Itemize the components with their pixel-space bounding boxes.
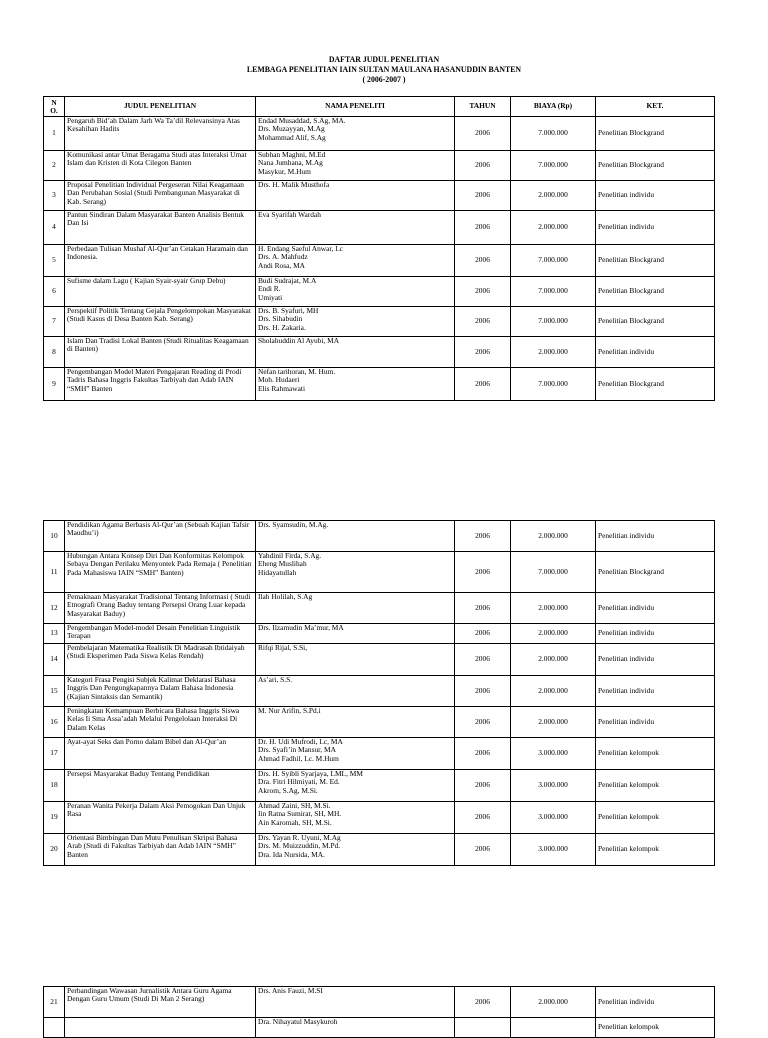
table-header-row <box>44 97 715 117</box>
researcher-names: Eva Syarifah Wardah <box>256 211 455 245</box>
table-row <box>44 117 715 151</box>
note: Penelitian individu <box>596 676 715 707</box>
year: 2006 <box>455 277 511 307</box>
note: Penelitian kelompok <box>596 1018 715 1038</box>
researcher-names: As’ari, S.S. <box>256 676 455 707</box>
row-number: 4 <box>44 211 65 245</box>
year: 2006 <box>455 337 511 368</box>
table-row <box>44 593 715 624</box>
table-row <box>44 987 715 1018</box>
note: Penelitian Blockgrand <box>596 552 715 593</box>
researcher-names: Drs. Syamsudin, M.Ag. <box>256 521 455 552</box>
cost: 2.000.000 <box>511 624 596 644</box>
row-number: 21 <box>44 987 65 1018</box>
row-number: 20 <box>44 834 65 866</box>
year: 2006 <box>455 307 511 337</box>
researcher-names: Subhan Maghni, M.Ed Nana Jumhana, M.Ag Masykur, M.Hum <box>256 151 455 181</box>
cost: 7.000.000 <box>511 151 596 181</box>
row-number: 11 <box>44 552 65 593</box>
cost: 3.000.000 <box>511 738 596 770</box>
note: Penelitian individu <box>596 644 715 676</box>
research-title: Pengembangan Model Materi Pengajaran Reading di Prodi Tadris Bahasa Inggris Fakultas Tarbiyah dan Adab IAIN “SMH” Banten <box>65 368 256 401</box>
column-header-no: N O. <box>44 97 65 117</box>
cost: 3.000.000 <box>511 770 596 802</box>
note: Penelitian kelompok <box>596 834 715 866</box>
table-row <box>44 337 715 368</box>
research-title: Islam Dan Tradisi Lokal Banten (Studi Ritualitas Keagamaan di Banten) <box>65 337 256 368</box>
column-header-nama: NAMA PENELITI <box>256 97 455 117</box>
year: 2006 <box>455 552 511 593</box>
cost: 2.000.000 <box>511 181 596 211</box>
row-number: 17 <box>44 738 65 770</box>
institution-title: LEMBAGA PENELITIAN IAIN SULTAN MAULANA HASANUDDIN BANTEN <box>246 64 522 74</box>
research-title: Komunikasi antar Umat Beragama Studi atas Interaksi Umat Islam dan Kristen di Kota Cilegon Banten <box>65 151 256 181</box>
year: 2006 <box>455 738 511 770</box>
year: 2006 <box>455 676 511 707</box>
research-table-page-2 <box>43 520 715 866</box>
table-row <box>44 834 715 866</box>
year: 2006 <box>455 593 511 624</box>
research-title: Pembelajaran Matematika Realistik Di Madrasah Ibtidaiyah (Studi Eksperimen Pada Siswa Kelas Rendah) <box>65 644 256 676</box>
table-row <box>44 368 715 401</box>
note: Penelitian Blockgrand <box>596 307 715 337</box>
cost: 7.000.000 <box>511 552 596 593</box>
row-number: 14 <box>44 644 65 676</box>
table-row <box>44 676 715 707</box>
research-title: Hubungan Antara Konsep Diri Dan Konformitas Kelompok Sebaya Dengan Perilaku Menyontek Pada Remaja ( Penelitian Pada Mahasiswa IAIN “SMH” Banten) <box>65 552 256 593</box>
row-number: 6 <box>44 277 65 307</box>
note: Penelitian individu <box>596 624 715 644</box>
research-title: Perbedaan Tulisan Mushaf Al-Qur’an Cetakan Haramain dan Indonesia. <box>65 245 256 277</box>
researcher-names: Ilah Holilah, S.Ag <box>256 593 455 624</box>
cost: 2.000.000 <box>511 987 596 1018</box>
note: Penelitian kelompok <box>596 770 715 802</box>
cost: 3.000.000 <box>511 802 596 834</box>
researcher-names: Dra. Nihayatul Masykuroh <box>256 1018 455 1038</box>
row-number: 19 <box>44 802 65 834</box>
column-header-ket: KET. <box>596 97 715 117</box>
researcher-names: Endad Musaddad, S.Ag, MA. Drs. Muzayyan, M.Ag Mohammad Alif, S.Ag <box>256 117 455 151</box>
row-number: 5 <box>44 245 65 277</box>
research-title: Sufisme dalam Lagu ( Kajian Syair-syair Grup Debu) <box>65 277 256 307</box>
year: 2006 <box>455 624 511 644</box>
row-number: 15 <box>44 676 65 707</box>
year: 2006 <box>455 245 511 277</box>
note: Penelitian kelompok <box>596 738 715 770</box>
research-title: Perspektif Politik Tentang Gejala Pengelompokan Masyarakat (Studi Kasus di Desa Banten Kab. Serang) <box>65 307 256 337</box>
table-row <box>44 151 715 181</box>
researcher-names: Drs. H. Malik Musthofa <box>256 181 455 211</box>
table-body-page-1 <box>44 117 715 401</box>
row-number: 2 <box>44 151 65 181</box>
researcher-names: Drs. Anis Fauzi, M.SI <box>256 987 455 1018</box>
note: Penelitian individu <box>596 987 715 1018</box>
year: 2006 <box>455 521 511 552</box>
research-title: Peningkatan Kemampuan Berbicara Bahasa Inggris Siswa Kelas Ii Sma Assa’adah Melalui Pengelolaan Interaksi Di Dalam Kelas <box>65 707 256 738</box>
cost: 2.000.000 <box>511 211 596 245</box>
table-row <box>44 770 715 802</box>
document-title: DAFTAR JUDUL PENELITIAN <box>328 54 440 64</box>
note: Penelitian Blockgrand <box>596 368 715 401</box>
year <box>455 1018 511 1038</box>
note: Penelitian individu <box>596 337 715 368</box>
row-number: 16 <box>44 707 65 738</box>
note: Penelitian individu <box>596 181 715 211</box>
researcher-names: H. Endang Saeful Anwar, Lc Drs. A. Mahfudz Andi Rosa, MA <box>256 245 455 277</box>
researcher-names: Drs. Ilzamudin Ma’mur, MA <box>256 624 455 644</box>
row-number: 18 <box>44 770 65 802</box>
year: 2006 <box>455 117 511 151</box>
row-number: 13 <box>44 624 65 644</box>
table-row <box>44 624 715 644</box>
researcher-names: M. Nur Arifin, S.Pd.i <box>256 707 455 738</box>
table-row <box>44 277 715 307</box>
table-row <box>44 245 715 277</box>
table-body-page-3 <box>44 987 715 1038</box>
year: 2006 <box>455 834 511 866</box>
cost: 2.000.000 <box>511 521 596 552</box>
year: 2006 <box>455 151 511 181</box>
note: Penelitian individu <box>596 593 715 624</box>
researcher-names: Drs. H. Syibli Syarjaya, LML, MM Dra. Fitri Hilmiyati, M. Ed. Akrom, S.Ag, M.Si. <box>256 770 455 802</box>
year: 2006 <box>455 211 511 245</box>
table-row <box>44 707 715 738</box>
research-title: Persepsi Masyarakat Baduy Tentang Pendidikan <box>65 770 256 802</box>
row-number: 10 <box>44 521 65 552</box>
cost: 2.000.000 <box>511 676 596 707</box>
column-header-tahun: TAHUN <box>455 97 511 117</box>
table-row <box>44 181 715 211</box>
research-title: Perbandingan Wawasan Jurnalistik Antara Guru Agama Dengan Guru Umum (Studi Di Man 2 Serang) <box>65 987 256 1018</box>
research-title: Proposal Penelitian Individual Pergeseran Nilai Keagamaan Dan Perubahan Sosial (Studi Pembangunan Masyarakat di Kab. Serang) <box>65 181 256 211</box>
researcher-names: Drs. Yayan R. Uyuni, M.Ag Drs. M. Muizzuddin, M.Pd. Dra. Ida Nursida, MA. <box>256 834 455 866</box>
table-row <box>44 521 715 552</box>
note: Penelitian Blockgrand <box>596 117 715 151</box>
note: Penelitian individu <box>596 707 715 738</box>
cost: 2.000.000 <box>511 707 596 738</box>
year: 2006 <box>455 987 511 1018</box>
note: Penelitian Blockgrand <box>596 277 715 307</box>
table-row <box>44 211 715 245</box>
researcher-names: Nefan tarihoran, M. Hum. Moh. Hudaeri Elis Rahmawati <box>256 368 455 401</box>
research-title: Pendidikan Agama Berbasis Al-Qur’an (Sebuah Kajian Tafsir Maudhu’i) <box>65 521 256 552</box>
row-number: 1 <box>44 117 65 151</box>
note: Penelitian Blockgrand <box>596 245 715 277</box>
research-title: Ayat-ayat Seks dan Porno dalam Bibel dan Al-Qur’an <box>65 738 256 770</box>
note: Penelitian Blockgrand <box>596 151 715 181</box>
cost: 7.000.000 <box>511 368 596 401</box>
cost: 7.000.000 <box>511 277 596 307</box>
research-title: Peranan Wanita Pekerja Dalam Aksi Pemogokan Dan Unjuk Rasa <box>65 802 256 834</box>
year: 2006 <box>455 644 511 676</box>
research-title: Pemaknaan Masyarakat Tradisional Tentang Informasi ( Studi Etnografi Orang Baduy tentang Persepsi Orang Luar kepada Masyarakat Baduy) <box>65 593 256 624</box>
research-title: Pengembangan Model-model Desain Penelitian Linguistik Terapan <box>65 624 256 644</box>
researcher-names: Ahmad Zaini, SH, M.Si. Iin Ratna Sumirat, SH, MH. Ain Karomah, SH, M.Si. <box>256 802 455 834</box>
cost <box>511 1018 596 1038</box>
column-header-biaya: BIAYA (Rp) <box>511 97 596 117</box>
note: Penelitian kelompok <box>596 802 715 834</box>
research-title: Pengaruh Bid’ah Dalam Jarh Wa Ta’dil Relevansinya Atas Kesahihan Hadits <box>65 117 256 151</box>
cost: 2.000.000 <box>511 644 596 676</box>
table-row <box>44 802 715 834</box>
researcher-names: Rifqi Rijal, S.Si, <box>256 644 455 676</box>
year: 2006 <box>455 770 511 802</box>
cost: 2.000.000 <box>511 337 596 368</box>
row-number <box>44 1018 65 1038</box>
researcher-names: Sholahuddin Al Ayubi, MA <box>256 337 455 368</box>
cost: 3.000.000 <box>511 834 596 866</box>
row-number: 8 <box>44 337 65 368</box>
note: Penelitian individu <box>596 211 715 245</box>
period-title: ( 2006-2007 ) <box>362 74 406 84</box>
cost: 2.000.000 <box>511 593 596 624</box>
researcher-names: Dr. H. Udi Mufrodi, Lc, MA Drs. Syafi’in Mansur, MA Ahmad Fadhil, Lc. M.Hum <box>256 738 455 770</box>
research-table-page-3 <box>43 986 715 1038</box>
table-row <box>44 738 715 770</box>
row-number: 3 <box>44 181 65 211</box>
cost: 7.000.000 <box>511 245 596 277</box>
row-number: 7 <box>44 307 65 337</box>
researcher-names: Budi Sudrajat, M.A Endi R. Umiyati <box>256 277 455 307</box>
research-title: Kategori Frasa Pengisi Subjek Kalimat Deklarasi Bahasa Inggris Dan Pengungkapannya Dalam Bahasa Indonesia (Kajian Sintaksis dan Semantik) <box>65 676 256 707</box>
year: 2006 <box>455 368 511 401</box>
table-row <box>44 307 715 337</box>
table-row <box>44 552 715 593</box>
cost: 7.000.000 <box>511 307 596 337</box>
researcher-names: Yahdinil Firda, S.Ag. Eheng Muslihah Hidayatullah <box>256 552 455 593</box>
year: 2006 <box>455 707 511 738</box>
year: 2006 <box>455 181 511 211</box>
research-title: Pantun Sindiran Dalam Masyarakat Banten Analisis Bentuk Dan Isi <box>65 211 256 245</box>
research-title: Orientasi Bimbingan Dan Mutu Penulisan Skripsi Bahasa Arab (Studi di Fakultas Tarbiyah dan Adab IAIN “SMH” Banten <box>65 834 256 866</box>
note: Penelitian individu <box>596 521 715 552</box>
cost: 7.000.000 <box>511 117 596 151</box>
column-header-judul: JUDUL PENELITIAN <box>65 97 256 117</box>
year: 2006 <box>455 802 511 834</box>
table-body-page-2 <box>44 521 715 866</box>
row-number: 12 <box>44 593 65 624</box>
row-number: 9 <box>44 368 65 401</box>
research-table-page-1 <box>43 96 715 401</box>
table-row <box>44 1018 715 1038</box>
researcher-names: Drs. B. Syafuri, MH Drs. Sihabudin Drs. H. Zakaria. <box>256 307 455 337</box>
table-row <box>44 644 715 676</box>
research-title <box>65 1018 256 1038</box>
